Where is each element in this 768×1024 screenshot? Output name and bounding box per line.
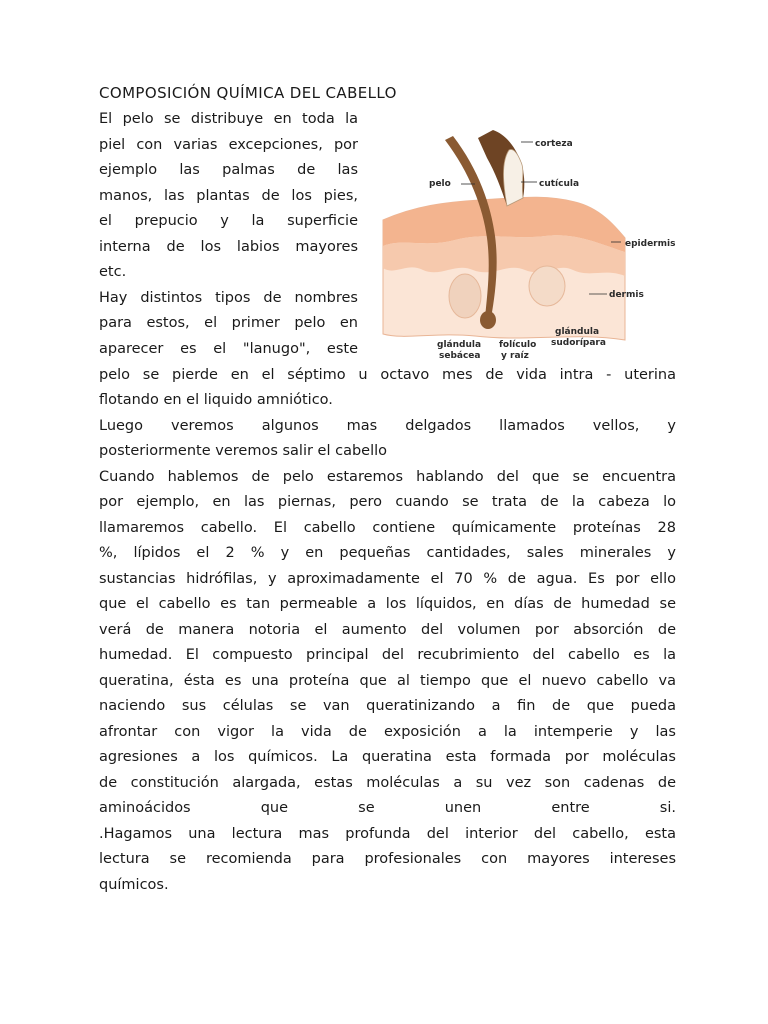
text-line: manos, las plantas de los pies, [99,188,358,204]
text-line: flotando en el liquido amniótico. [99,392,333,408]
text-line: El pelo se distribuye en toda la [99,111,358,127]
hair-skin-diagram [375,128,680,364]
text-line: de constitución alargada, estas moléculas a su vez son cadenas de [99,775,676,791]
label-sudoripara: sudorípara [551,338,606,348]
text-line: aparecer es el "lanugo", este [99,341,358,357]
text-line: Hay distintos tipos de nombres [99,290,358,306]
text-line: por ejemplo, en las piernas, pero cuando se trata de la cabeza lo [99,494,676,510]
text-line: naciendo sus células se van queratinizando a fin de que pueda [99,698,676,714]
text-line: posteriormente veremos salir el cabello [99,443,388,459]
label-glandula-sudoripara: glándula [555,327,600,337]
label-corteza: corteza [535,139,573,149]
document-title: COMPOSICIÓN QUÍMICA DEL CABELLO [99,84,397,102]
text-line: etc. [99,264,127,280]
text-line: llamaremos cabello. El cabello contiene químicamente proteínas 28 [99,520,676,536]
hair-skin-illustration [375,128,680,364]
text-line: agresiones a los químicos. La queratina esta formada por moléculas [99,749,676,765]
label-sebacea: sebácea [439,351,481,361]
label-raiz: y raíz [501,351,529,361]
text-line: piel con varias excepciones, por [99,137,358,153]
label-pelo: pelo [429,179,451,189]
text-line: que el cabello es tan permeable a los líquidos, en días de humedad se [99,596,676,612]
text-line: ejemplo las palmas de las [99,162,358,178]
text-line: Cuando hablemos de pelo estaremos hablando del que se encuentra [99,469,676,485]
label-foliculo: folículo [499,340,537,350]
text-line: lectura se recomienda para profesionales con mayores intereses [99,851,676,867]
label-cuticula: cutícula [539,179,580,189]
label-dermis: dermis [609,290,644,300]
text-line: verá de manera notoria el aumento del volumen por absorción de [99,622,676,638]
text-line: pelo se pierde en el séptimo u octavo mes de vida intra - uterina [99,367,676,383]
text-line: %, lípidos el 2 % y en pequeñas cantidades, sales minerales y [99,545,676,561]
text-line: queratina, ésta es una proteína que al tiempo que el nuevo cabello va [99,673,676,689]
text-line: interna de los labios mayores [99,239,358,255]
text-line: para estos, el primer pelo en [99,315,358,331]
text-line: el prepucio y la superficie [99,213,358,229]
text-line: Luego veremos algunos mas delgados llamados vellos, y [99,418,676,434]
text-line: afrontar con vigor la vida de exposición a la intemperie y las [99,724,676,740]
text-line: .Hagamos una lectura mas profunda del interior del cabello, esta [99,826,676,842]
text-line: químicos. [99,877,169,893]
label-epidermis: epidermis [625,239,676,249]
text-line: aminoácidos que se unen entre si. [99,800,676,816]
text-line: sustancias hidrófilas, y aproximadamente el 70 % de agua. Es por ello [99,571,676,587]
text-line: humedad. El compuesto principal del recubrimiento del cabello es la [99,647,676,663]
label-glandula-sebacea: glándula [437,340,482,350]
